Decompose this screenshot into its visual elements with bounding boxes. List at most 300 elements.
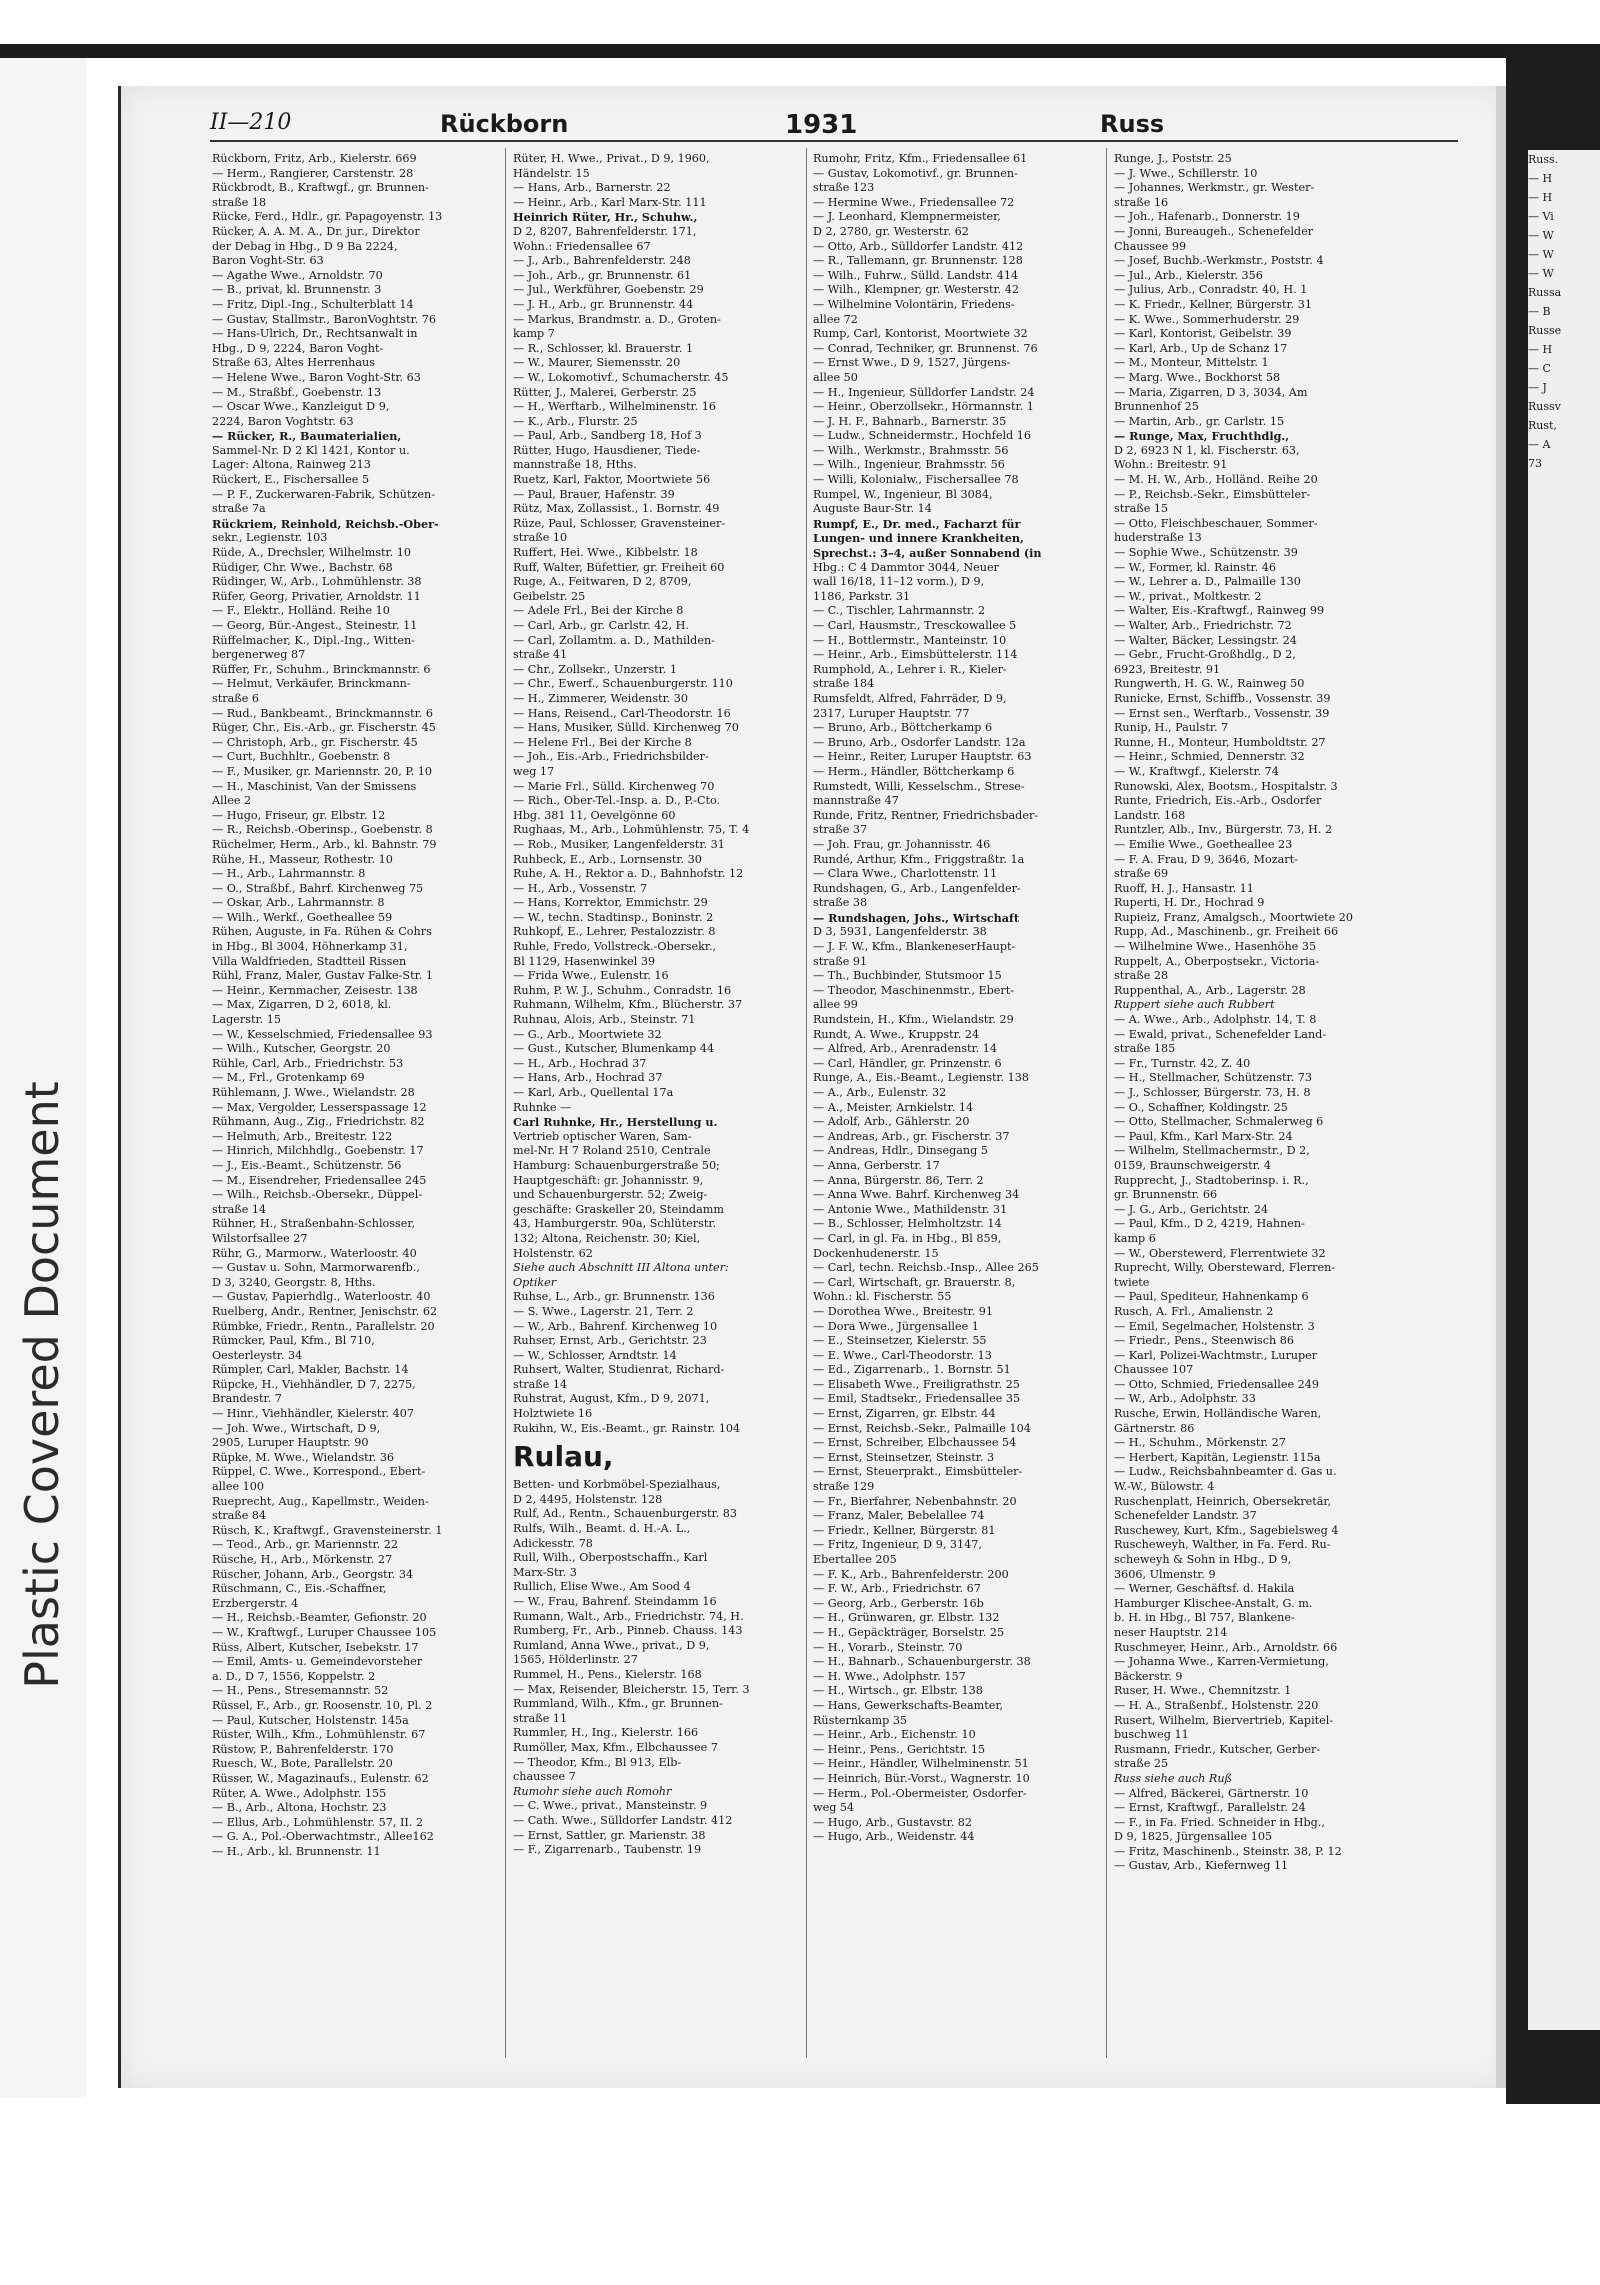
directory-entry: 3606, Ulmenstr. 9 [1114, 1567, 1216, 1581]
directory-entry: Händelstr. 15 [513, 166, 590, 180]
directory-entry: — Carl, in gl. Fa. in Hbg., Bl 859, [813, 1231, 1002, 1245]
directory-entry: straße 18 [212, 195, 267, 209]
next-page-entry: — Vi [1528, 210, 1554, 223]
directory-entry: — J. G., Arb., Gerichtstr. 24 [1114, 1202, 1269, 1216]
directory-entry: 132; Altona, Reichenstr. 30; Kiel, [513, 1231, 701, 1245]
directory-entry: Rumsfeldt, Alfred, Fahrräder, D 9, [813, 691, 1007, 705]
directory-entry: wall 16/18, 11–12 vorm.), D 9, [813, 575, 985, 589]
directory-entry: straße 7a [212, 502, 266, 516]
directory-entry: — G. A., Pol.-Oberwachtmstr., Allee162 [212, 1830, 434, 1844]
directory-entry: b. H. in Hbg., Bl 757, Blankene- [1114, 1611, 1295, 1625]
directory-entry: — Joh. Wwe., Wirtschaft, D 9, [212, 1421, 381, 1435]
next-page-entry: — H [1528, 191, 1553, 204]
directory-entry: 2905, Luruper Hauptstr. 90 [212, 1436, 369, 1450]
directory-entry: — Otto, Arb., Sülldorfer Landstr. 412 [813, 239, 1024, 253]
directory-entry: — Heinr., Oberzollsekr., Hörmannstr. 1 [813, 400, 1034, 414]
directory-entry: — Elisabeth Wwe., Freiligrathstr. 25 [813, 1377, 1020, 1391]
directory-entry: Ruppenthal, A., Arb., Lagerstr. 28 [1114, 983, 1306, 997]
directory-entry: — Curt, Buchhltr., Goebenstr. 8 [212, 750, 391, 764]
directory-entry: — W., Former, kl. Rainstr. 46 [1114, 560, 1276, 574]
directory-entry: — Herm., Rangierer, Carstenstr. 28 [212, 166, 414, 180]
directory-entry: Rüffer, Fr., Schuhm., Brinckmannstr. 6 [212, 662, 431, 676]
directory-entry: — Georg, Bür.-Angest., Steinestr. 11 [212, 619, 418, 632]
directory-entry: Rullich, Elise Wwe., Am Sood 4 [513, 1580, 691, 1594]
directory-entry: — H., Reichsb.-Beamter, Gefionstr. 20 [212, 1611, 427, 1625]
directory-entry: Straße 63, Altes Herrenhaus [212, 356, 375, 370]
directory-entry: straße 6 [212, 691, 260, 705]
directory-entry: — W., Lokomotivf., Schumacherstr. 45 [513, 370, 729, 384]
directory-entry: — Ernst, Schreiber, Elbchaussee 54 [813, 1436, 1017, 1450]
directory-entry: Rüger, Chr., Eis.-Arb., gr. Fischerstr. 45 [212, 721, 436, 735]
directory-entry: Rückbrodt, B., Kraftwgf., gr. Brunnen- [212, 181, 429, 195]
directory-entry: — H., Werftarb., Wilhelminenstr. 16 [513, 400, 716, 414]
directory-entry: straße 11 [513, 1711, 568, 1725]
directory-entry: — Maria, Zigarren, D 3, 3034, Am [1114, 385, 1308, 399]
directory-entry: — H., Pens., Stresemannstr. 52 [212, 1684, 389, 1698]
directory-entry: Russ siehe auch Ruß [1114, 1771, 1232, 1785]
next-page-entry: — A [1528, 438, 1551, 451]
directory-entry: Rütz, Max, Zollassist., 1. Bornstr. 49 [513, 502, 720, 516]
directory-entry: Rumohr, Fritz, Kfm., Friedensallee 61 [813, 152, 1028, 165]
directory-entry: — Heinrich, Bür.-Vorst., Wagnerstr. 10 [813, 1771, 1030, 1785]
directory-entry: — Paul, Spediteur, Hahnenkamp 6 [1114, 1290, 1309, 1304]
directory-entry: Rüdiger, Chr. Wwe., Bachstr. 68 [212, 560, 393, 574]
directory-entry: 1186, Parkstr. 31 [813, 589, 911, 603]
directory-entry: — M., Monteur, Mittelstr. 1 [1114, 356, 1269, 370]
directory-entry: weg 54 [813, 1801, 855, 1815]
directory-column-4 [1114, 152, 1392, 2062]
directory-entry: — Joh., Hafenarb., Donnerstr. 19 [1114, 210, 1300, 224]
directory-entry: — Paul, Kutscher, Holstenstr. 145a [212, 1713, 409, 1727]
directory-entry: Ruhnau, Alois, Arb., Steinstr. 71 [513, 1013, 696, 1027]
directory-entry: — Helmuth, Arb., Breitestr. 122 [212, 1129, 393, 1143]
directory-entry: — Emil, Segelmacher, Holstenstr. 3 [1114, 1319, 1315, 1333]
directory-entry: — K. Friedr., Kellner, Bürgerstr. 31 [1114, 297, 1312, 311]
directory-entry: — Herm., Pol.-Obermeister, Osdorfer- [813, 1786, 1027, 1800]
directory-entry: — J., Arb., Bahrenfelderstr. 248 [513, 254, 691, 268]
directory-entry: — Chr., Zollsekr., Unzerstr. 1 [513, 662, 677, 676]
directory-entry: 1565, Hölderlinstr. 27 [513, 1653, 638, 1667]
directory-entry: — Rob., Musiker, Langenfelderstr. 31 [513, 837, 725, 851]
directory-entry: — J., Schlosser, Bürgerstr. 73, H. 8 [1114, 1086, 1311, 1099]
directory-entry: Rühlemann, J. Wwe., Wielandstr. 28 [212, 1086, 415, 1099]
directory-entry: Rüchelmer, Herm., Arb., kl. Bahnstr. 79 [212, 837, 437, 851]
directory-entry: Rughaas, M., Arb., Lohmühlenstr. 75, T. 4 [513, 823, 750, 837]
directory-entry: straße 69 [1114, 867, 1169, 881]
directory-entry: Runge, A., Eis.-Beamt., Legienstr. 138 [813, 1071, 1030, 1085]
directory-entry: Rumphold, A., Lehrer i. R., Kieler- [813, 662, 1007, 676]
directory-entry: Lagerstr. 15 [212, 1013, 281, 1027]
directory-entry: — Chr., Ewerf., Schauenburgerstr. 110 [513, 677, 733, 691]
directory-entry: Dockenhudenerstr. 15 [813, 1246, 939, 1260]
directory-entry: — Heinr., Pens., Gerichtstr. 15 [813, 1742, 986, 1756]
directory-entry: — Helmut, Verkäufer, Brinckmann- [212, 677, 411, 691]
directory-entry: Ruhbeck, E., Arb., Lornsenstr. 30 [513, 852, 702, 866]
directory-entry: straße 16 [1114, 195, 1169, 209]
directory-entry: — F. K., Arb., Bahrenfelderstr. 200 [813, 1567, 1009, 1581]
directory-entry: — H., Bottlermstr., Manteinstr. 10 [813, 633, 1007, 647]
directory-entry: — Runge, Max, Fruchthdlg., [1114, 429, 1290, 444]
directory-entry: Ruser, H. Wwe., Chemnitzstr. 1 [1114, 1684, 1292, 1698]
directory-entry: — H., Grünwaren, gr. Elbstr. 132 [813, 1611, 1000, 1625]
directory-entry: Ruhkopf, E., Lehrer, Pestalozzistr. 8 [513, 925, 716, 939]
directory-entry: Rungwerth, H. G. W., Rainweg 50 [1114, 677, 1305, 691]
directory-entry: und Schauenburgerstr. 52; Zweig- [513, 1188, 708, 1202]
directory-entry: straße 28 [1114, 969, 1169, 983]
directory-entry: Wohn.: kl. Fischerstr. 55 [813, 1290, 952, 1304]
directory-entry: — E. Wwe., Carl-Theodorstr. 13 [813, 1348, 992, 1362]
directory-entry: — H., Bahnarb., Schauenburgerstr. 38 [813, 1655, 1031, 1669]
directory-entry: — Wilhelmine Wwe., Hasenhöhe 35 [1114, 940, 1317, 954]
directory-entry: — W., privat., Moltkestr. 2 [1114, 589, 1262, 603]
directory-entry: — Paul, Arb., Sandberg 18, Hof 3 [513, 429, 702, 443]
directory-entry: Hamburg: Schauenburgerstraße 50; [513, 1158, 720, 1172]
next-page-entry: — H [1528, 172, 1553, 185]
directory-entry: — Ernst, Reichsb.-Sekr., Palmaille 104 [813, 1421, 1031, 1435]
directory-entry: — Otto, Schmied, Friedensallee 249 [1114, 1377, 1319, 1391]
directory-entry: — Hans, Reisend., Carl-Theodorstr. 16 [513, 706, 731, 720]
directory-entry: — Gustav u. Sohn, Marmorwarenfb., [212, 1261, 420, 1275]
directory-entry: — E., Steinsetzer, Kielerstr. 55 [813, 1334, 987, 1348]
directory-entry: — B., Schlosser, Helmholtzstr. 14 [813, 1217, 1002, 1231]
directory-entry: — K., Arb., Flurstr. 25 [513, 414, 638, 428]
directory-entry: Bäckerstr. 9 [1114, 1669, 1183, 1683]
directory-entry: Rummel, H., Pens., Kielerstr. 168 [513, 1667, 702, 1681]
directory-entry: Rull, Wilh., Oberpostschaffn., Karl [513, 1551, 708, 1565]
directory-entry: — Gustav, Lokomotivf., gr. Brunnen- [813, 166, 1018, 180]
directory-entry: — Fr., Turnstr. 42, Z. 40 [1114, 1056, 1251, 1070]
directory-entry: Ruesch, W., Bote, Parallelstr. 20 [212, 1757, 393, 1771]
directory-entry: — Ellus, Arb., Lohmühlenstr. 57, II. 2 [212, 1815, 424, 1829]
directory-entry: — Heinr., Kernmacher, Zeisestr. 138 [212, 983, 418, 997]
directory-entry: — Cath. Wwe., Sülldorfer Landstr. 412 [513, 1813, 733, 1827]
directory-entry: — Friedr., Kellner, Bürgerstr. 81 [813, 1523, 996, 1537]
directory-entry: — Anna, Gerberstr. 17 [813, 1158, 940, 1172]
directory-entry: — Herm., Händler, Böttcherkamp 6 [813, 764, 1015, 778]
directory-entry: Ruperti, H. Dr., Hochrad 9 [1114, 896, 1265, 910]
directory-entry: — Heinr., Reiter, Luruper Hauptstr. 63 [813, 750, 1032, 764]
directory-entry: Hauptgeschäft: gr. Johannisstr. 9, [513, 1173, 704, 1187]
directory-entry: — Theodor, Maschinenmstr., Ebert- [813, 983, 1015, 997]
directory-entry: — Gust., Kutscher, Blumenkamp 44 [513, 1042, 715, 1056]
directory-entry: der Debag in Hbg., D 9 Ba 2224, [212, 239, 398, 253]
directory-entry: straße 91 [813, 954, 868, 968]
directory-entry: Runte, Friedrich, Eis.-Arb., Osdorfer [1114, 794, 1322, 808]
directory-entry: — Bruno, Arb., Osdorfer Landstr. 12a [813, 735, 1026, 749]
directory-entry: Rundstein, H., Kfm., Wielandstr. 29 [813, 1013, 1014, 1027]
directory-column-1 [212, 152, 490, 2062]
directory-entry: — Walter, Eis.-Kraftwgf., Rainweg 99 [1114, 604, 1325, 618]
directory-entry: — Jul., Arb., Kielerstr. 356 [1114, 268, 1263, 282]
directory-entry: — Max, Vergolder, Lesserspassage 12 [212, 1100, 427, 1114]
directory-entry: Rump, Carl, Kontorist, Moortwiete 32 [813, 327, 1028, 341]
directory-entry: sekr., Legienstr. 103 [212, 531, 328, 545]
directory-entry: Rütter, Hugo, Hausdiener, Tiede- [513, 443, 701, 457]
directory-entry: — H., Zimmerer, Weidenstr. 30 [513, 691, 689, 705]
directory-entry: Auguste Baur-Str. 14 [813, 502, 932, 516]
next-page-entry: — J [1528, 381, 1547, 394]
directory-entry: — Johanna Wwe., Karren-Vermietung, [1114, 1655, 1329, 1669]
directory-entry: Rühner, H., Straßenbahn-Schlosser, [212, 1217, 416, 1231]
directory-entry: Rumland, Anna Wwe., privat., D 9, [513, 1638, 710, 1652]
directory-entry: straße 38 [813, 896, 868, 910]
directory-entry: — M. H. W., Arb., Holländ. Reihe 20 [1114, 473, 1318, 487]
directory-entry: — Ernst, Steuerprakt., Eimsbütteler- [813, 1465, 1023, 1479]
directory-entry: Carl Ruhnke, Hr., Herstellung u. [513, 1115, 718, 1130]
directory-entry: Optiker [513, 1275, 557, 1289]
directory-entry: Rüschmann, C., Eis.-Schaffner, [212, 1582, 387, 1596]
directory-entry: Rusch, A. Frl., Amalienstr. 2 [1114, 1304, 1274, 1318]
directory-entry: — Antonie Wwe., Mathildenstr. 31 [813, 1202, 1008, 1216]
directory-entry: Rüsternkamp 35 [813, 1713, 908, 1727]
directory-entry: Rusert, Wilhelm, Biervertrieb, Kapitel- [1114, 1713, 1334, 1727]
directory-entry: — Wilh., Reichsb.-Obersekr., Düppel- [212, 1188, 423, 1202]
directory-entry: — Clara Wwe., Charlottenstr. 11 [813, 867, 998, 881]
directory-entry: — Markus, Brandmstr. a. D., Groten- [513, 312, 721, 326]
directory-entry: — Anna, Bürgerstr. 86, Terr. 2 [813, 1173, 984, 1187]
directory-entry: bergenerweg 87 [212, 648, 306, 662]
directory-entry: Ruffert, Hei. Wwe., Kibbelstr. 18 [513, 546, 698, 560]
next-page-entry: — C [1528, 362, 1551, 375]
directory-entry: — H., Vorarb., Steinstr. 70 [813, 1640, 963, 1654]
header-right-keyword: Russ [1100, 110, 1165, 138]
directory-entry: — F. W., Arb., Friedrichstr. 67 [813, 1582, 981, 1596]
directory-entry: — W., Kraftwgf., Luruper Chaussee 105 [212, 1625, 437, 1639]
directory-entry: Rundshagen, G., Arb., Langenfelder- [813, 881, 1021, 895]
directory-column-2 [513, 152, 791, 2062]
directory-entry: Rüter, A. Wwe., Adolphstr. 155 [212, 1786, 387, 1800]
directory-entry: — J. H. F., Bahnarb., Barnerstr. 35 [813, 414, 1007, 428]
directory-entry: — Ludw., Reichsbahnbeamter d. Gas u. [1114, 1465, 1337, 1479]
directory-entry: — W., Schlosser, Arndtstr. 14 [513, 1348, 677, 1362]
directory-entry: Rumberg, Fr., Arb., Pinneb. Chauss. 143 [513, 1624, 743, 1638]
directory-entry: — Hugo, Friseur, gr. Elbstr. 12 [212, 808, 386, 822]
directory-entry: kamp 6 [1114, 1231, 1156, 1245]
directory-entry: — Georg, Arb., Gerberstr. 16b [813, 1596, 984, 1610]
directory-entry: allee 72 [813, 312, 858, 326]
directory-entry: 2224, Baron Voghtstr. 63 [212, 414, 354, 428]
directory-entry: — W., Oberstewerd, Flerrentwiete 32 [1114, 1246, 1326, 1260]
directory-entry: mannstraße 47 [813, 794, 899, 808]
directory-entry: Rühle, Carl, Arb., Friedrichstr. 53 [212, 1056, 404, 1070]
directory-entry: Rumpel, W., Ingenieur, Bl 3084, [813, 487, 993, 501]
directory-column-3 [813, 152, 1091, 2062]
directory-entry: Lager: Altona, Rainweg 213 [212, 458, 371, 472]
directory-entry: — Anna Wwe. Bahrf. Kirchenweg 34 [813, 1188, 1020, 1202]
directory-entry: — Carl, Hausmstr., Tresckowallee 5 [813, 619, 1017, 632]
directory-entry: — B., privat, kl. Brunnenstr. 3 [212, 283, 382, 297]
directory-entry: — C., Tischler, Lahrmannstr. 2 [813, 604, 986, 618]
directory-entry: in Hbg., Bl 3004, Höhnerkamp 31, [212, 940, 408, 954]
directory-entry: Rüffelmacher, K., Dipl.-Ing., Witten- [212, 633, 415, 647]
directory-entry: — Hugo, Arb., Gustavstr. 82 [813, 1815, 973, 1829]
directory-entry: — J. Leonhard, Klempnermeister, [813, 210, 1001, 224]
next-page-entry: — W [1528, 248, 1554, 261]
next-page-edge [1528, 150, 1600, 2030]
directory-entry: — Otto, Stellmacher, Schmalerweg 6 [1114, 1115, 1324, 1129]
directory-entry: — J. Wwe., Schillerstr. 10 [1114, 166, 1258, 180]
directory-entry: — H., Arb., Lahrmannstr. 8 [212, 867, 366, 881]
directory-entry: Holstenstr. 62 [513, 1246, 593, 1260]
directory-entry: — G., Arb., Moortwiete 32 [513, 1027, 662, 1041]
directory-entry: Rupprecht, J., Stadtoberinsp. i. R., [1114, 1173, 1309, 1187]
directory-entry: — Th., Buchbinder, Stutsmoor 15 [813, 969, 1002, 983]
directory-entry: D 3, 3240, Georgstr. 8, Hths. [212, 1275, 376, 1289]
directory-entry: Rukihn, W., Eis.-Beamt., gr. Rainstr. 104 [513, 1421, 741, 1435]
next-page-entry: — W [1528, 229, 1554, 242]
directory-entry: D 2, 4495, Holstenstr. 128 [513, 1492, 663, 1506]
directory-entry: Rulf, Ad., Rentn., Schauenburgerstr. 83 [513, 1507, 737, 1521]
directory-entry: — Max, Reisender, Bleicherstr. 15, Terr. 3 [513, 1682, 750, 1696]
directory-entry: — Hans, Arb., Hochrad 37 [513, 1071, 663, 1085]
directory-entry: — Rundshagen, Johs., Wirtschaft [813, 910, 1020, 925]
directory-entry: — W., Frau, Bahrenf. Steindamm 16 [513, 1595, 717, 1608]
directory-entry: — Ed., Zigarrenarb., 1. Bornstr. 51 [813, 1363, 1011, 1377]
directory-entry: — Wilh., Werkf., Goetheallee 59 [212, 910, 393, 924]
directory-entry: Rulfs, Wilh., Beamt. d. H.-A. L., [513, 1522, 691, 1536]
directory-entry: Rücker, A. A. M. A., Dr. jur., Direktor [212, 224, 420, 238]
directory-entry: Rumöller, Max, Kfm., Elbchaussee 7 [513, 1740, 718, 1754]
directory-entry: — Heinr., Arb., Eichenstr. 10 [813, 1728, 976, 1742]
directory-entry: — Paul, Brauer, Hafenstr. 39 [513, 487, 675, 501]
directory-entry: Marx-Str. 3 [513, 1565, 577, 1579]
directory-entry: Schenefelder Landstr. 37 [1114, 1509, 1257, 1523]
directory-entry: — Dora Wwe., Jürgensallee 1 [813, 1319, 979, 1333]
column-divider [505, 148, 506, 2058]
directory-entry: — Oscar Wwe., Kanzleigut D 9, [212, 400, 390, 414]
directory-entry: — Joh., Arb., gr. Brunnenstr. 61 [513, 268, 692, 282]
directory-entry: Lungen- und innere Krankheiten, [813, 531, 1024, 546]
directory-entry: — Gustav, Arb., Kiefernweg 11 [1114, 1859, 1289, 1873]
directory-entry: — H., Schuhm., Mörkenstr. 27 [1114, 1436, 1286, 1450]
directory-entry: — Wilh., Werkmstr., Brahmsstr. 56 [813, 443, 1009, 457]
directory-entry: — Paul, Kfm., Karl Marx-Str. 24 [1114, 1129, 1293, 1143]
column-divider [806, 148, 807, 2058]
directory-entry: Rühen, Auguste, in Fa. Rühen & Cohrs [212, 925, 432, 939]
directory-entry: — Friedr., Pens., Steenwisch 86 [1114, 1334, 1295, 1348]
directory-entry: Rundt, A. Wwe., Kruppstr. 24 [813, 1027, 980, 1041]
directory-entry: — W., Lehrer a. D., Palmaille 130 [1114, 575, 1301, 589]
directory-entry: — H. Wwe., Adolphstr. 157 [813, 1669, 966, 1683]
column-divider [1106, 148, 1107, 2058]
directory-entry: Gärtnerstr. 86 [1114, 1421, 1195, 1435]
directory-entry: straße 15 [1114, 502, 1169, 516]
directory-entry: Runip, H., Paulstr. 7 [1114, 721, 1229, 735]
directory-entry: D 2, 6923 N 1, kl. Fischerstr. 63, [1114, 443, 1300, 457]
directory-entry: — H., Arb., Vossenstr. 7 [513, 881, 648, 895]
directory-entry: — Sophie Wwe., Schützenstr. 39 [1114, 546, 1298, 560]
next-page-entry: Rust, [1528, 419, 1557, 432]
directory-entry: — Wilh., Fuhrw., Sülld. Landstr. 414 [813, 268, 1019, 282]
directory-entry: — Julius, Arb., Conradstr. 40, H. 1 [1114, 283, 1308, 297]
directory-entry: Ruhe, A. H., Rektor a. D., Bahnhofstr. 12 [513, 867, 744, 881]
directory-entry: — Rücker, R., Baumaterialien, [212, 429, 402, 444]
directory-entry: Rückborn, Fritz, Arb., Kielerstr. 669 [212, 152, 417, 165]
header-year: 1931 [785, 110, 858, 140]
directory-entry: Rücke, Ferd., Hdlr., gr. Papagoyenstr. 13 [212, 210, 443, 224]
directory-entry: Rüsser, W., Magazinaufs., Eulenstr. 62 [212, 1771, 429, 1785]
directory-entry: — Theodor, Kfm., Bl 913, Elb- [513, 1755, 682, 1769]
directory-entry: Rüsche, H., Arb., Mörkenstr. 27 [212, 1553, 393, 1566]
directory-entry: — F., Elektr., Holländ. Reihe 10 [212, 604, 390, 618]
directory-entry: Ruhle, Fredo, Vollstreck.-Obersekr., [513, 940, 717, 954]
directory-entry: Rupp, Ad., Maschinenb., gr. Freiheit 66 [1114, 925, 1339, 939]
directory-entry: Adickesstr. 78 [513, 1536, 593, 1550]
directory-entry: Heinrich Rüter, Hr., Schuhw., [513, 210, 698, 225]
directory-entry: Ruhnke — [513, 1100, 572, 1114]
directory-entry: Ruschmeyer, Heinr., Arb., Arnoldstr. 66 [1114, 1640, 1338, 1654]
directory-entry: — H., Wirtsch., gr. Elbstr. 138 [813, 1684, 983, 1698]
directory-entry: Rückriem, Reinhold, Reichsb.-Ober- [212, 516, 439, 531]
directory-entry: — W., Maurer, Siemensstr. 20 [513, 356, 681, 370]
directory-entry: — Andreas, Hdlr., Dinsegang 5 [813, 1144, 988, 1158]
directory-entry: Ruschenplatt, Heinrich, Obersekretär, [1114, 1494, 1332, 1508]
directory-entry: geschäfte: Graskeller 20, Steindamm [513, 1202, 724, 1216]
directory-entry: — Hinrich, Milchhdlg., Goebenstr. 17 [212, 1144, 424, 1158]
directory-entry: Ruge, A., Feitwaren, D 2, 8709, [513, 575, 692, 589]
directory-entry: — Wilh., Klempner, gr. Westerstr. 42 [813, 283, 1019, 297]
directory-entry: Rueprecht, Aug., Kapellmstr., Weiden- [212, 1494, 429, 1508]
directory-entry: Ruhstrat, August, Kfm., D 9, 2071, [513, 1392, 710, 1406]
directory-entry: Ruschewey, Kurt, Kfm., Sagebielsweg 4 [1114, 1523, 1339, 1537]
directory-entry: straße 185 [1114, 1042, 1176, 1056]
directory-entry: — Fritz, Dipl.-Ing., Schulterblatt 14 [212, 297, 414, 311]
directory-entry: — Walter, Arb., Friedrichstr. 72 [1114, 619, 1292, 632]
directory-entry: — Emil, Amts- u. Gemeindevorsteher [212, 1655, 423, 1669]
directory-entry: — Jul., Werkführer, Goebenstr. 29 [513, 283, 704, 297]
directory-entry: Rümpler, Carl, Makler, Bachstr. 14 [212, 1363, 409, 1377]
directory-entry: Ruppert siehe auch Rubbert [1114, 998, 1275, 1012]
directory-entry: D 2, 8207, Bahrenfelderstr. 171, [513, 224, 697, 238]
directory-entry: — Karl, Kontorist, Geibelstr. 39 [1114, 327, 1292, 341]
directory-entry: Rühr, G., Marmorw., Waterloostr. 40 [212, 1246, 417, 1260]
directory-entry: — Wilh., Kutscher, Georgstr. 20 [212, 1042, 391, 1056]
directory-entry: allee 50 [813, 370, 858, 384]
directory-entry: — H., Stellmacher, Schützenstr. 73 [1114, 1071, 1312, 1085]
directory-entry: — Agathe Wwe., Arnoldstr. 70 [212, 268, 383, 282]
directory-entry: Ruprecht, Willy, Obersteward, Flerren- [1114, 1261, 1336, 1275]
directory-entry: Geibelstr. 25 [513, 589, 586, 603]
directory-entry: Rummland, Wilh., Kfm., gr. Brunnen- [513, 1697, 723, 1711]
directory-entry: — Jonni, Bureaugeh., Schenefelder [1114, 224, 1314, 238]
directory-entry: Ruff, Walter, Büfettier, gr. Freiheit 60 [513, 560, 725, 574]
directory-entry: — R., Schlosser, kl. Brauerstr. 1 [513, 341, 694, 355]
directory-entry: — H. A., Straßenbf., Holstenstr. 220 [1114, 1698, 1319, 1712]
directory-entry: — Ernst sen., Werftarb., Vossenstr. 39 [1114, 706, 1330, 720]
directory-entry: Rühmann, Aug., Zig., Friedrichstr. 82 [212, 1115, 425, 1129]
directory-entry: — Gebr., Frucht-Großhdlg., D 2, [1114, 648, 1296, 662]
directory-entry: Rumohr siehe auch Romohr [513, 1784, 672, 1798]
directory-entry: — Werner, Geschäftsf. d. Hakila [1114, 1582, 1295, 1596]
directory-entry: — W., Kraftwgf., Kielerstr. 74 [1114, 764, 1279, 778]
directory-entry: — Heinr., Händler, Wilhelminenstr. 51 [813, 1757, 1029, 1771]
directory-entry: — M., Eisendreher, Friedensallee 245 [212, 1173, 427, 1187]
directory-entry: D 2, 2780, gr. Westerstr. 62 [813, 224, 969, 238]
directory-entry: — Franz, Maler, Bebelallee 74 [813, 1509, 985, 1523]
directory-entry: Chaussee 99 [1114, 239, 1187, 253]
next-page-entry: Russv [1528, 400, 1561, 413]
directory-entry: — Rud., Bankbeamt., Brinckmannstr. 6 [212, 706, 433, 720]
directory-entry: Brandestr. 7 [212, 1392, 282, 1406]
directory-entry: — O., Straßbf., Bahrf. Kirchenweg 75 [212, 881, 424, 895]
directory-entry: — M., Straßbf., Goebenstr. 13 [212, 385, 382, 399]
directory-entry: — J. F. W., Kfm., BlankeneserHaupt- [813, 940, 1016, 954]
directory-entry: — Heinr., Arb., Karl Marx-Str. 111 [513, 195, 707, 209]
directory-entry: Runtzler, Alb., Inv., Bürgerstr. 73, H. 2 [1114, 823, 1333, 837]
directory-entry: Runne, H., Monteur, Humboldtstr. 27 [1114, 735, 1326, 749]
next-page-entry: — W [1528, 267, 1554, 280]
directory-entry: — Ernst, Zigarren, gr. Elbstr. 44 [813, 1407, 996, 1421]
